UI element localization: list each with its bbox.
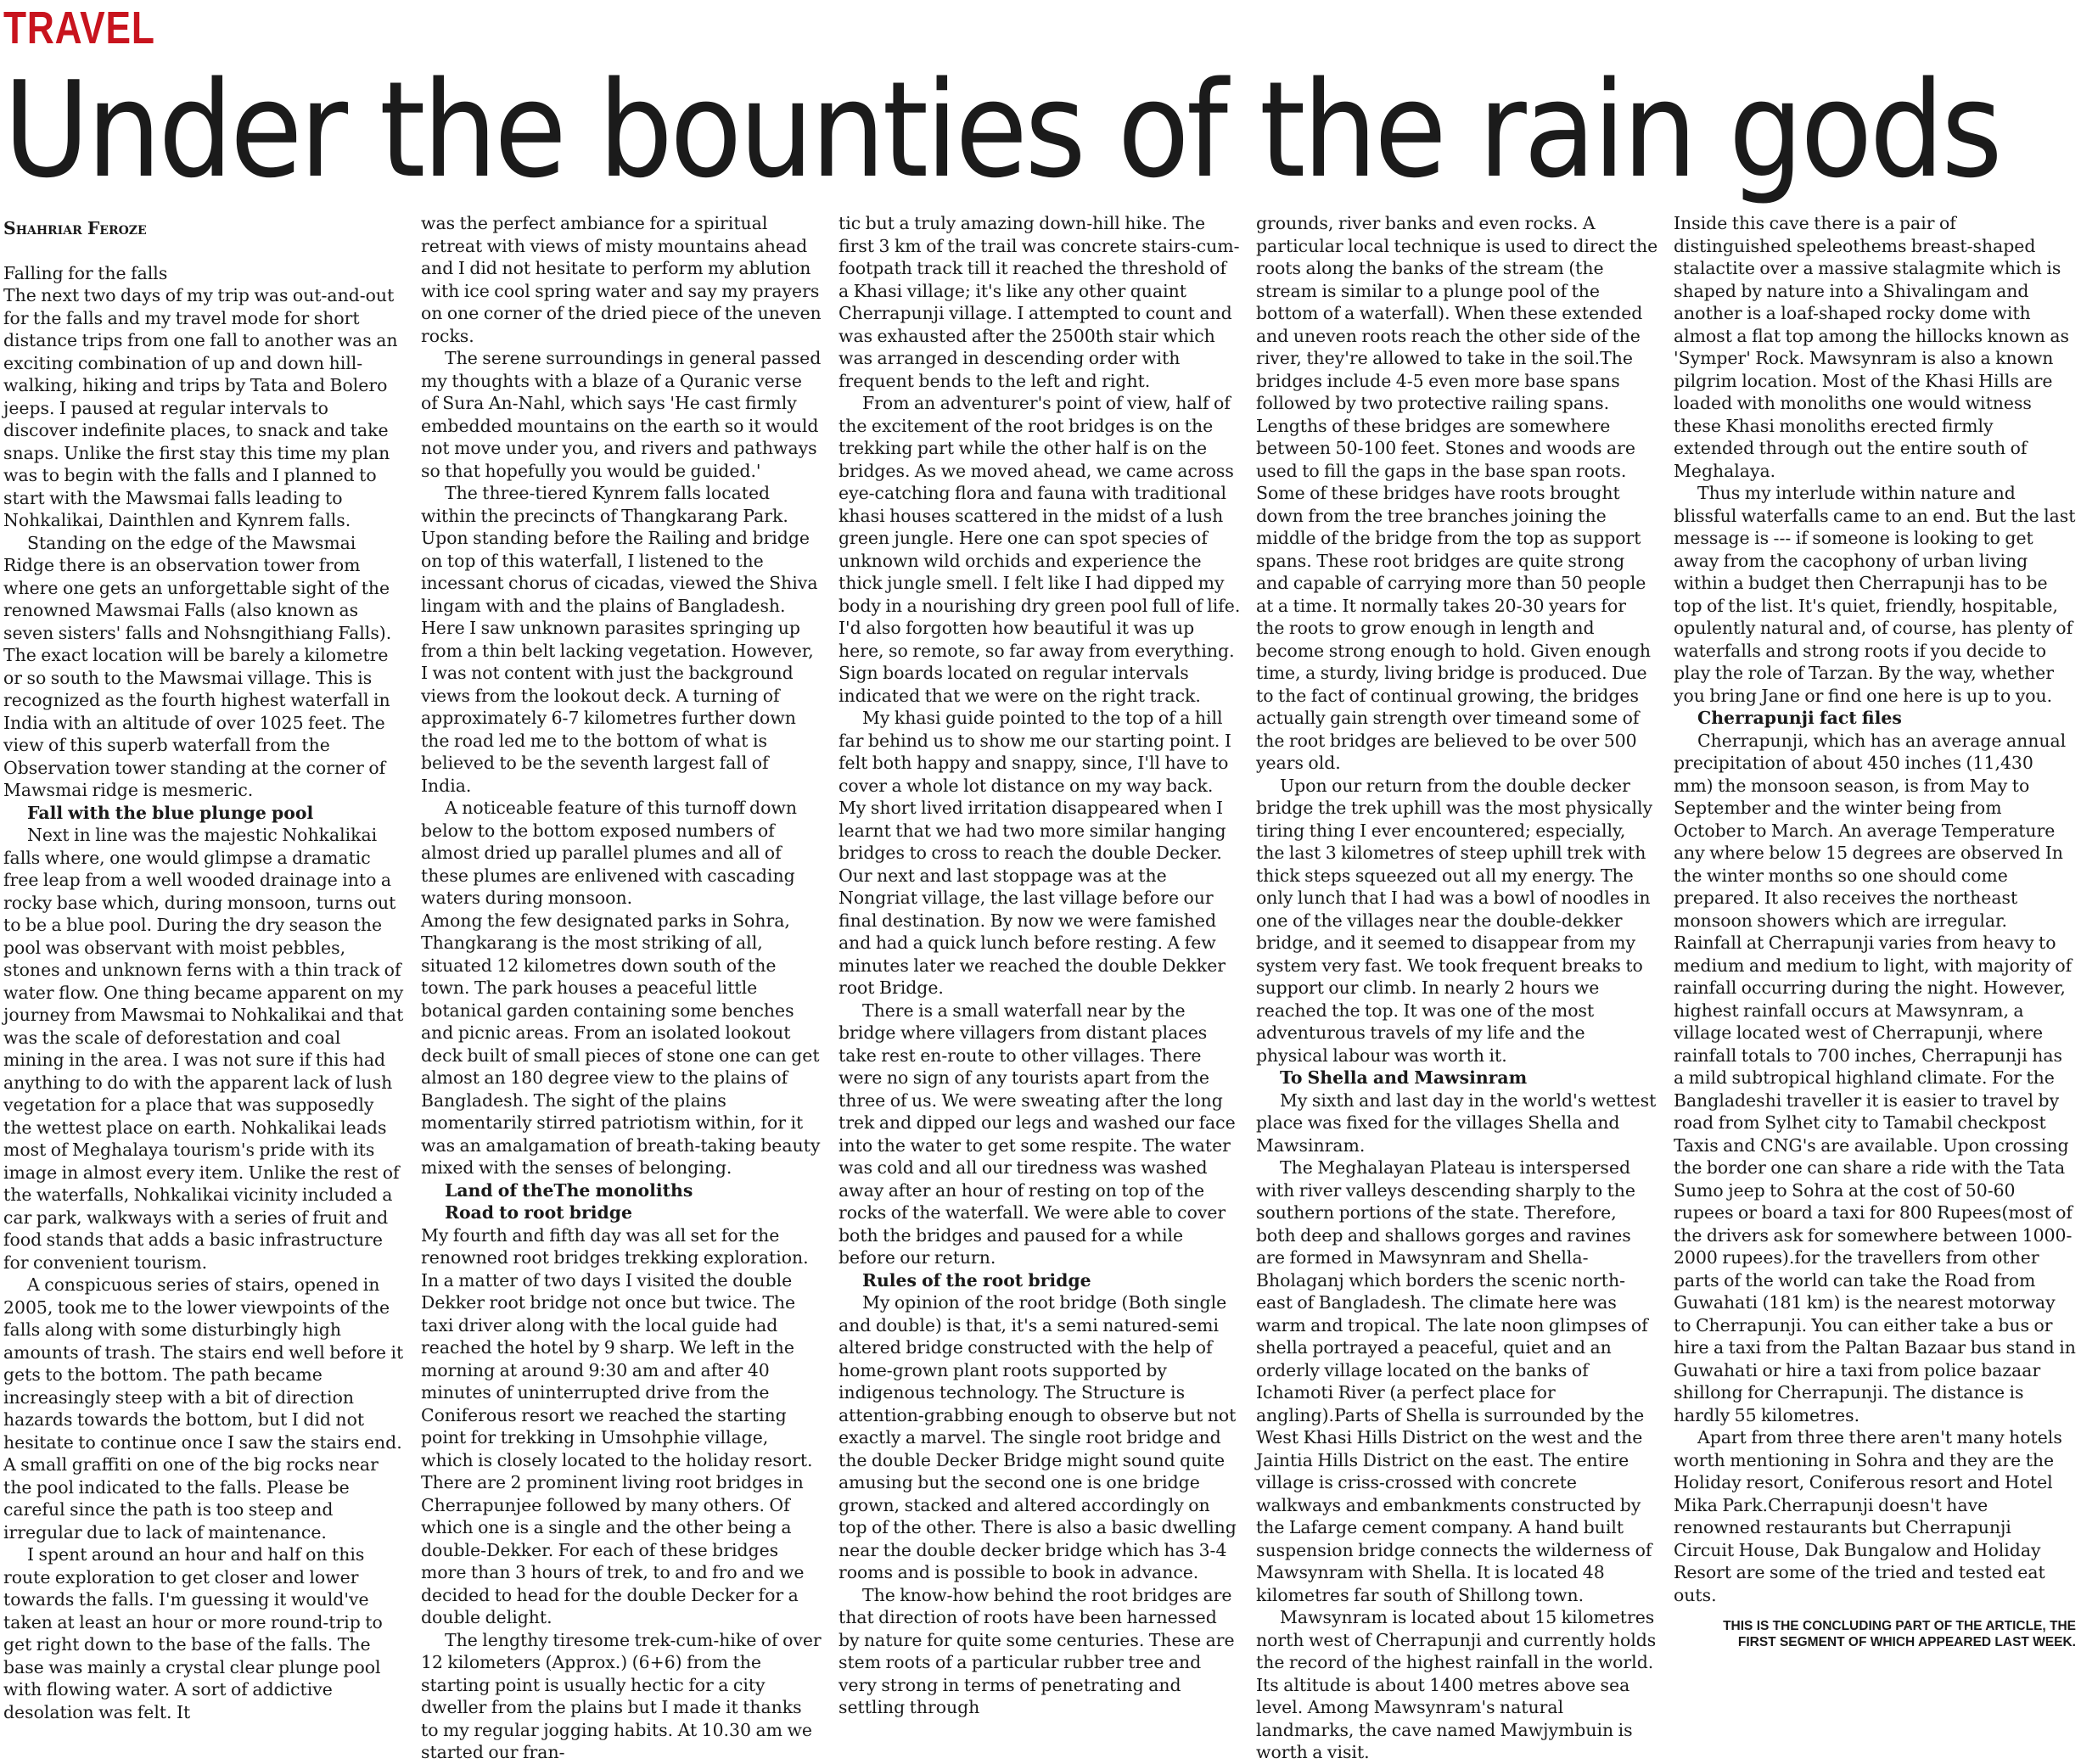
paragraph: The next two days of my trip was out-and-out for the falls and my travel mode for short distance trips from one fall to another was an exciting combination of up and down hill-walking, hiking and trips by Tata and Bolero jeeps. I paused at regular intervals to discover indefinite places, to snack and take snaps. Unlike the first stay this time my plan was to begin with the falls and I planned to start with the Mawsmai falls leading to Nohkalikai, Dainthlen and Kynrem falls. (3, 285, 398, 530)
paragraph: My khasi guide pointed to the top of a hill far behind us to show me our starting point. I felt both happy and snappy, since, I'll have to cover a whole lot distance on my way back. My short lived irritation disappeared when I learnt that we had two more similar hanging bridges to cross to reach the double Decker. Our next and last stoppage was at the Nongriat village, the last village before our final destination. By now we were famished and had a quick lunch before resting. A few minutes later we reached the double Dekker root Bridge. (839, 708, 1231, 998)
subheading: To Shella and Mawsinram (1280, 1067, 1528, 1088)
headline: Under the bounties of the rain gods (3, 53, 2000, 207)
paragraph: A noticeable feature of this turnoff down below to the bottom exposed numbers of almost dried up parallel plumes and all of these plumes are enlivened with cascading waters during monsoon. (421, 798, 797, 908)
paragraph: Cherrapunji, which has an average annual precipitation of about 450 inches (11,430 mm) the monsoon season, is from May to September and the winter being from October to March. An average Temperature any where below 15 degrees are observed In the winter months so one should come prepared. It also receives the northeast monsoon showers which are irregular. Rainfall at Cherrapunji varies from heavy to medium and medium to light, with majority of rainfall occurring during the night. However, highest rainfall occurs at Mawsynram, a village located west of Cherrapunji, where rainfall totals to 700 inches, Cherrapunji has a mild subtropical highland climate. For the Bangladeshi traveller it is easier to travel by road from Sylhet city to Tamabil checkpost Taxis and CNG's are available. Upon crossing the border one can share a ride with the Tata Sumo jeep to Sohra at the cost of 50-60 rupees or board a taxi for 800 Rupees(most of the drivers ask for somewhere between 1000-2000 rupees).for the travellers from other parts of the world can take the Road from Guwahati (181 km) is the nearest motorway to Cherrapunji. You can either take a bus or hire a taxi from the Paltan Bazaar bus stand in Guwahati or hire a taxi from police bazaar shillong for Cherrapunji. The distance is hardly 55 kilometres. (1674, 730, 2076, 1425)
paragraph: A conspicuous series of stairs, opened in 2005, took me to the lower viewpoints of the falls along with some disturbingly high amounts of trash. The stairs end well before it gets to the bottom. The path became increasingly steep with a bit of direction hazards towards the bottom, but I did not hesitate to continue once I saw the stairs end. A small graffiti on one of the big rocks near the pool indicated to the falls. Please be careful since the path is too steep and irregular due to lack of maintenance. (3, 1274, 404, 1543)
paragraph: Among the few designated parks in Sohra, Thangkarang is the most striking of all, situated 12 kilometres down south of the town. The park houses a peaceful little botanical garden containing some benches and picnic areas. From an isolated lookout deck built of small pieces of stone one can get almost an 180 degree view to the plains of Bangladesh. The sight of the plains momentarily stirred patriotism within, for it was an amalgamation of breath-taking beauty mixed with the senses of belonging. (421, 910, 821, 1178)
paragraph: The Meghalayan Plateau is interspersed with river valleys descending sharply to the southern portions of the state. Therefore, both deep and shallows gorges and ravines are formed in Mawsynram and Shella-Bholaganj which borders the scenic north-east of Bangladesh. The climate here was warm and tropical. The late noon glimpses of shella portrayed a peaceful, quiet and an orderly village located on the banks of Ichamoti River (a perfect place for angling).Parts of Shella is surrounded by the West Khasi Hills District on the west and the Jaintia Hills District on the east. The entire village is criss-crossed with concrete walkways and embankments constructed by the Lafarge cement company. A hand built suspension bridge connects the wilderness of Mawsynram with Shella. It is located 48 kilometres far south of Shillong town. (1256, 1157, 1652, 1605)
subheading: Land of theThe monoliths (445, 1179, 693, 1201)
paragraph: My sixth and last day in the world's wettest place was fixed for the villages Shella and Mawsinram. (1256, 1089, 1657, 1156)
paragraph: grounds, river banks and even rocks. A particular local technique is used to direct the roots along the banks of the stream (the stream is similar to a plunge pool of the bottom of a waterfall). When these extended and uneven roots reach the other side of the river, they're allowed to take in the soil.The bridges include 4-5 even more base spans followed by two protective railing spans. Lengths of these bridges are somewhere between 50-100 feet. Stones and woods are used to fill the gaps in the base span roots. Some of these bridges have roots brought down from the tree branches joining the middle of the bridge from the top as support spans. These root bridges are quite strong and capable of carrying more than 50 people at a time. It normally takes 20-30 years for the roots to grow enough in length and become strong enough to hold. Given enough time, a sturdy, living bridge is produced. Due to the fact of continual growing, the bridges actually gain strength over timeand some of the root bridges are believed to be over 500 years old. (1256, 213, 1658, 773)
paragraph: Inside this cave there is a pair of distinguished speleothems breast-shaped stalactite over a massive stalagmite which is shaped by nature into a Shivalingam and another is a loaf-shaped rocky dome with almost a flat top among the hillocks known as 'Symper' Rock. Mawsynram is also a known pilgrim location. Most of the Khasi Hills are loaded with monoliths one would witness these Khasi monoliths erected firmly extended through out the entire south of Meghalaya. (1674, 213, 2069, 481)
subheading: Rules of the root bridge (862, 1269, 1091, 1291)
paragraph: Thus my interlude within nature and blissful waterfalls came to an end. But the last message is --- if someone is looking to get away from the cacophony of urban living within a budget then Cherrapunji has to be top of the list. It's quiet, friendly, hospitable, opulently natural and, of course, has plenty of waterfalls and strong roots if you decide to play the role of Tarzan. By the way, whether you bring Jane or find one here is up to you. (1674, 483, 2076, 706)
paragraph: I spent around an hour and half on this route exploration to get closer and lower towards the falls. I'm guessing it would've taken at least an hour or more round-trip to get right down to the base of the falls. The base was mainly a crystal clear plunge pool with flowing water. A sort of addictive desolation was felt. It (3, 1544, 383, 1722)
column-2 (421, 212, 823, 1762)
paragraph: There is a small waterfall near by the bridge where villagers from distant places take rest en-route to other villages. There were no sign of any tourists apart from the three of us. We were sweating after the long trek and dipped our legs and washed our face into the water to get some respite. The water was cold and all our tiredness was washed away after an hour of resting on top of the rocks of the waterfall. We were able to cover both the bridges and paused for a while before our return. (839, 1000, 1236, 1268)
subheading: Road to root bridge (445, 1202, 632, 1223)
article-body (3, 212, 2076, 1762)
paragraph: tic but a truly amazing down-hill hike. The first 3 km of the trail was concrete stairs-cum- footpath track till it reached the threshold of a Khasi village; it's like any other quaint Cherrapunji village. I attempted to count and was exhausted after the 2500th stair which was arranged in descending order with frequent bends to the left and right. (839, 213, 1240, 391)
paragraph: Next in line was the majestic Nohkalikai falls where, one would glimpse a dramatic free leap from a well wooded drainage into a rocky base which, during monsoon, turns out to be a blue pool. During the dry season the pool was observant with moist pebbles, stones and unknown ferns with a thin track of water flow. One thing became apparent on my journey from Mawsmai to Nohkalikai and that was the scale of deforestation and coal mining in the area. I was not sure if this had anything to do with the apparent lack of lush vegetation for a place that was supposedly the wettest place on earth. Nohkalikai leads most of Meghalaya tourism's pride with its image in almost every item. Unlike the rest of the waterfalls, Nohkalikai vicinity included a car park, walkways with a series of fruit and food stands that adds a basic infrastructure for convenient tourism. (3, 825, 404, 1273)
kicker: Falling for the falls (3, 262, 168, 283)
paragraph: The know-how behind the root bridges are that direction of roots have been harnessed by nature for quite some centuries. These are stem roots of a particular rubber tree and very strong in terms of penetrating and settling through (839, 1584, 1235, 1717)
section-label: TRAVEL (3, 3, 155, 53)
paragraph: Standing on the edge of the Mawsmai Ridge there is an observation tower from where one gets an unforgettable sight of the renowned Mawsmai Falls (also known as seven sisters' falls and Nohsngithiang Falls). The exact location will be barely a kilometre or so south to the Mawsmai village. This is recognized as the fourth highest waterfall in India with an altitude of over 1025 feet. The view of this superb waterfall from the Observation tower standing at the corner of Mawsmai ridge is mesmeric. (3, 532, 392, 800)
paragraph: Apart from three there aren't many hotels worth mentioning in Sohra and they are the Holiday resort, Coniferous resort and Hotel Mika Park.Cherrapunji doesn't have renowned restaurants but Cherrapunji Circuit House, Dak Bungalow and Holiday Resort are some of the tried and tested eat outs. (1674, 1427, 2062, 1605)
paragraph: The lengthy tiresome trek-cum-hike of over 12 kilometers (Approx.) (6+6) from the starting point is usually hectic for a city dweller from the plains but I made it thanks to my regular jogging habits. At 10.30 am we started our fran- (421, 1629, 822, 1762)
paragraph: Mawsynram is located about 15 kilometres north west of Cherrapunji and currently holds the record of the highest rainfall in the world. Its altitude is about 1400 metres above sea level. Among Mawsynram's natural landmarks, the cave named Mawjymbuin is worth a visit. (1256, 1607, 1657, 1762)
column-4 (1256, 212, 1658, 1762)
paragraph: My opinion of the root bridge (Both single and double) is that, it's a semi natured-semi altered bridge constructed with the help of home-grown plant roots supported by indigenous technology. The Structure is attention-grabbing enough to observe but not exactly a marvel. The single root bridge and the double Decker Bridge might sound quite amusing but the second one is one bridge grown, stacked and altered accordingly on top of the other. There is also a basic dwelling near the double decker bridge which has 3-4 rooms and is possible to book in advance. (839, 1292, 1237, 1582)
subheading: Cherrapunji fact files (1697, 708, 1902, 728)
paragraph: The serene surroundings in general passed my thoughts with a blaze of a Quranic verse of Sura An-Nahl, which says 'He cast firmly embedded mountains on the earth so it would not move under you, and rivers and pathways so that hopefully you would be guided.' (421, 348, 822, 481)
subheading: Fall with the blue plunge pool (27, 802, 314, 823)
paragraph: From an adventurer's point of view, half of the excitement of the root bridges is on the trekking part while the other half is on the bridges. As we moved ahead, we came across eye-catching flora and fauna with traditional khasi houses scattered in the midst of a lush green jungle. Here one can spot species of unknown wild orchids and experience the thick jungle smell. I felt like I had dipped my body in a nourishing dry green pool full of life. I'd also forgotten how beautiful it was up here, so remote, so far away from everything. Sign boards located on regular intervals indicated that we were on the right track. (839, 393, 1241, 706)
byline: Shahriar Feroze (3, 218, 147, 238)
column-3 (839, 212, 1241, 1717)
footnote: THIS IS THE CONCLUDING PART OF THE ARTICLE, THE FIRST SEGMENT OF WHICH APPEARED LAST WEEK. (1723, 1619, 2076, 1649)
column-1 (3, 212, 406, 1722)
paragraph: was the perfect ambiance for a spiritual retreat with views of misty mountains ahead and I did not hesitate to perform my ablution with ice cool spring water and say my prayers on one corner of the dried piece of the uneven rocks. (421, 213, 822, 346)
paragraph: My fourth and fifth day was all set for the renowned root bridges trekking exploration. In a matter of two days I visited the double Dekker root bridge not once but twice. The taxi driver along with the local guide had reached the hotel by 9 sharp. We left in the morning at around 9:30 am and after 40 minutes of uninterrupted drive from the Coniferous resort we reached the starting point for trekking in Umsohphie village, which is closely located to the holiday resort. There are 2 prominent living root bridges in Cherrapunjee followed by many others. Of which one is a single and the other being a double-Dekker. For each of these bridges more than 3 hours of trek, to and fro and we decided to head for the double Decker for a double delight. (421, 1224, 813, 1627)
paragraph: Upon our return from the double decker bridge the trek uphill was the most physically tiring thing I ever encountered; especially, the last 3 kilometres of steep uphill trek with thick steps squeezed out all my energy. The only lunch that I had was a bowl of noodles in one of the villages near the double-dekker bridge, and it seemed to disappear from my system very fast. We took frequent breaks to support our climb. In nearly 2 hours we reached the top. It was one of the most adventurous travels of my life and the physical labour was worth it. (1256, 775, 1653, 1066)
paragraph: The three-tiered Kynrem falls located within the precincts of Thangkarang Park. Upon standing before the Railing and bridge on top of this waterfall, I listened to the incessant chorus of cicadas, viewed the Shiva lingam with and the plains of Bangladesh. Here I saw unknown parasites springing up from a thin belt lacking vegetation. However, I was not content with just the background views from the lookout deck. A turning of approximately 6-7 kilometres further down the road led me to the bottom of what is believed to be the seventh largest fall of India. (421, 483, 818, 796)
column-5 (1674, 212, 2076, 1652)
